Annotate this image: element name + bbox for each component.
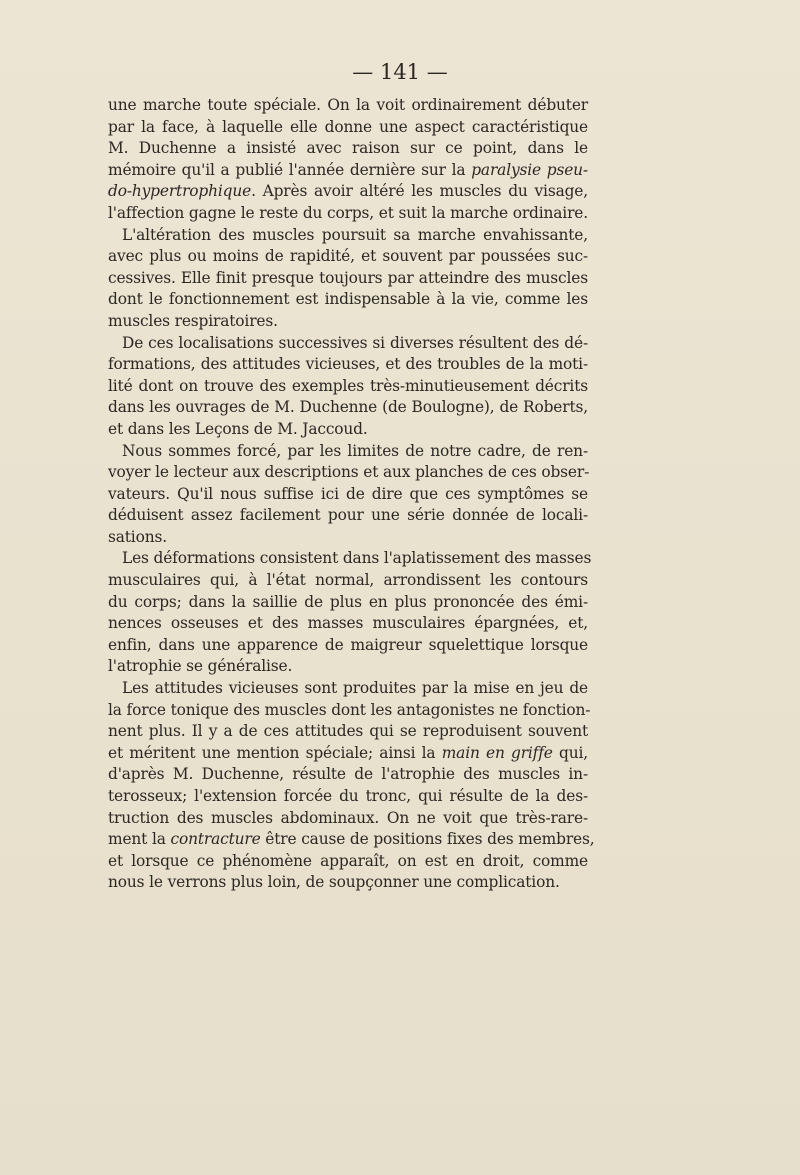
text-line: avec plus ou moins de rapidité, et souvent par poussées suc- [108,247,588,266]
text-line: L'altération des muscles poursuit sa marche envahissante, [122,225,588,244]
body-text [108,95,595,894]
text-line: dans les ouvrages de M. Duchenne (de Boulogne), de Roberts, [108,398,588,417]
text-line: la force tonique des muscles dont les antagonistes ne fonction- [108,700,591,719]
text-line: vateurs. Qu'il nous suffise ici de dire que ces symptômes se [108,484,588,503]
text-line: l'affection gagne le reste du corps, et suit la marche ordinaire. [108,203,588,222]
text-line: enfin, dans une apparence de maigreur squelettique lorsque [108,635,588,654]
text-line: Les attitudes vicieuses sont produites par la mise en jeu de [122,679,588,698]
text-line: truction des muscles abdominaux. On ne voit que très-rare- [108,808,588,827]
text-line: formations, des attitudes vicieuses, et des troubles de la moti- [108,355,588,374]
text-line: Nous sommes forcé, par les limites de notre cadre, de ren- [122,441,588,460]
text-line: dont le fonctionnement est indispensable à la vie, comme les [108,290,588,309]
text-line: muscles respiratoires. [108,311,278,330]
text-line: voyer le lecteur aux descriptions et aux planches de ces obser- [108,463,590,482]
text-line: et méritent une mention spéciale; ainsi la main en griffe qui, [108,743,588,762]
text-line: une marche toute spéciale. On la voit ordinairement débuter [108,96,588,114]
text-line: musculaires qui, à l'état normal, arrondissent les contours [108,571,588,590]
text-line: mémoire qu'il a publié l'année dernière sur la paralysie pseu- [108,160,588,179]
text-line: nences osseuses et des masses musculaires épargnées, et, [108,614,588,633]
text-line: lité dont on trouve des exemples très-minutieusement décrits [108,376,588,395]
text-line: et dans les Leçons de M. Jaccoud. [108,419,368,438]
page-number: — 141 — [352,60,448,84]
text-line: et lorsque ce phénomène apparaît, on est en droit, comme [108,851,588,870]
text-line: do-hypertrophique. Après avoir altéré les muscles du visage, [108,182,588,201]
text-line: ment la contracture être cause de positions fixes des membres, [108,830,595,849]
text-line: sations. [108,527,167,546]
text-line: d'après M. Duchenne, résulte de l'atrophie des muscles in- [108,765,588,784]
text-line: cessives. Elle finit presque toujours par atteindre des muscles [108,268,588,287]
text-line: l'atrophie se généralise. [108,657,293,676]
text-line: par la face, à laquelle elle donne une aspect caractéristique [108,117,588,136]
text-line: nent plus. Il y a de ces attitudes qui se reproduisent souvent [108,722,588,741]
text-line: Les déformations consistent dans l'aplatissement des masses [122,549,592,568]
text-line: M. Duchenne a insisté avec raison sur ce point, dans le [108,139,588,158]
text-line: du corps; dans la saillie de plus en plus prononcée des émi- [108,592,588,611]
text-line: déduisent assez facilement pour une série donnée de locali- [108,506,588,525]
text-line: nous le verrons plus loin, de soupçonner une complication. [108,873,560,892]
text-line: De ces localisations successives si diverses résultent des dé- [122,333,588,352]
text-line: terosseux; l'extension forcée du tronc, qui résulte de la des- [108,787,588,805]
